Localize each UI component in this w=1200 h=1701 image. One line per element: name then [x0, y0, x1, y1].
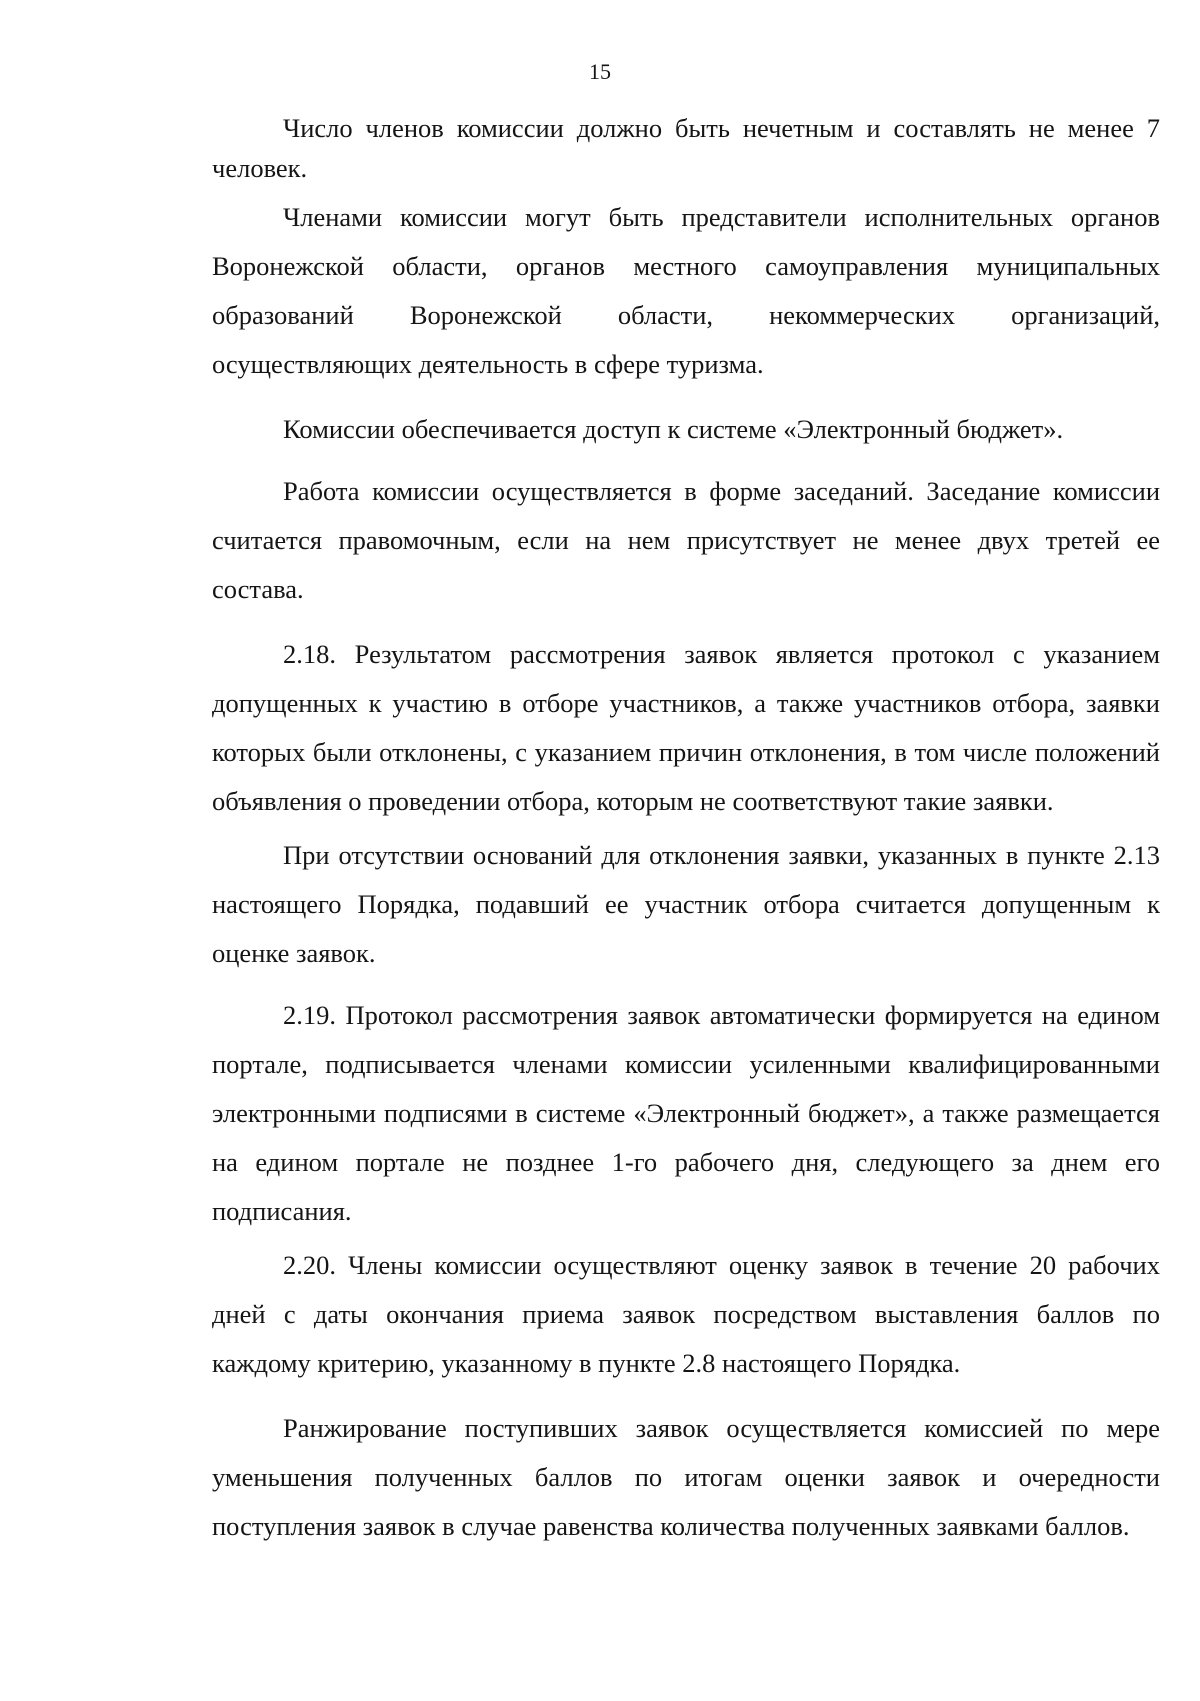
paragraph-2-19: 2.19. Протокол рассмотрения заявок автоматически формируется на едином портале, подписывается членами комиссии усиленными квалифицированными электронными подписями в системе «Электронный бюджет», а также размещается на едином портале не позднее 1-го рабочего дня, следующего за днем его подписания.: [212, 1000, 1160, 1226]
paragraph-ranking: Ранжирование поступивших заявок осуществляется комиссией по мере уменьшения полученных баллов по итогам оценки заявок и очередности поступления заявок в случае равенства количества полученных заявками баллов.: [212, 1413, 1160, 1541]
paragraph-admission: При отсутствии оснований для отклонения заявки, указанных в пункте 2.13 настоящего Порядка, подавший ее участник отбора считается допущенным к оценке заявок.: [212, 840, 1160, 968]
page-number: 15: [589, 59, 611, 84]
paragraph-commission-size: Число членов комиссии должно быть нечетным и составлять не менее 7 человек.: [212, 113, 1160, 183]
paragraph-system-access: Комиссии обеспечивается доступ к системе «Электронный бюджет».: [283, 414, 1064, 444]
document-body: [212, 108, 1160, 1551]
paragraph-2-20: 2.20. Члены комиссии осуществляют оценку заявок в течение 20 рабочих дней с даты окончания приема заявок посредством выставления баллов по каждому критерию, указанному в пункте 2.8 настоящего Порядка.: [212, 1250, 1160, 1378]
paragraph-meeting-rules: Работа комиссии осуществляется в форме заседаний. Заседание комиссии считается правомочным, если на нем присутствует не менее двух третей ее состава.: [212, 476, 1160, 604]
paragraph-2-18: 2.18. Результатом рассмотрения заявок является протокол с указанием допущенных к участию в отборе участников, а также участников отбора, заявки которых были отклонены, с указанием причин отклонения, в том числе положений объявления о проведении отбора, которым не соответствуют такие заявки.: [212, 639, 1160, 816]
paragraph-commission-members: Членами комиссии могут быть представители исполнительных органов Воронежской области, органов местного самоуправления муниципальных образований Воронежской области, некоммерческих организаций, осуществляющих деятельность в сфере туризма.: [212, 202, 1160, 379]
